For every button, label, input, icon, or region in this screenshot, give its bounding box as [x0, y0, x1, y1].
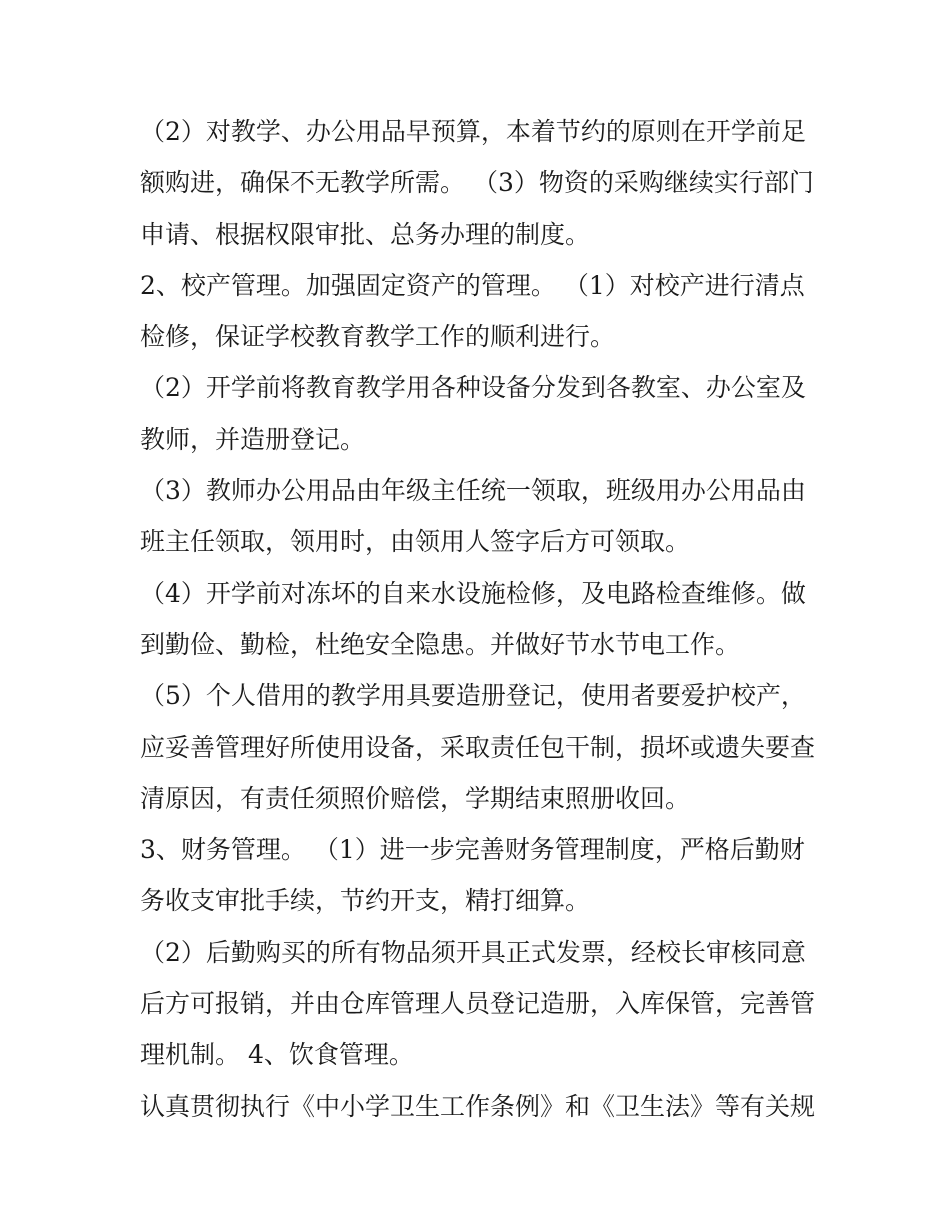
text-line: 认真贯彻执行《中小学卫生工作条例》和《卫生法》等有关规: [140, 1091, 816, 1121]
text-line: 清原因，有责任须照价赔偿，学期结束照册收回。: [140, 783, 691, 813]
text-line: 应妥善管理好所使用设备，采取责任包干制，损坏或遗失要查: [140, 732, 816, 762]
document-body: [140, 106, 830, 1132]
text-line: 3、财务管理。 （1）进一步完善财务管理制度，严格后勤财: [140, 835, 805, 865]
text-line: 理机制。 4、饮食管理。: [140, 1040, 414, 1070]
text-line: （3）教师办公用品由年级主任统一领取，班级用办公用品由: [140, 476, 806, 506]
text-line: （4）开学前对冻坏的自来水设施检修，及电路检查维修。做: [140, 578, 806, 608]
text-line: （2）开学前将教育教学用各种设备分发到各教室、办公室及: [140, 373, 806, 403]
text-line: 检修，保证学校教育教学工作的顺利进行。: [140, 322, 616, 352]
text-line: （2）后勤购买的所有物品须开具正式发票，经校长审核同意: [140, 937, 806, 967]
text-line: 申请、根据权限审批、总务办理的制度。: [140, 219, 591, 249]
text-line: （5）个人借用的教学用具要造册登记，使用者要爱护校产，: [140, 681, 806, 711]
text-line: 教师，并造册登记。: [140, 424, 366, 454]
text-line: （2）对教学、办公用品早预算，本着节约的原则在开学前足: [140, 117, 806, 146]
text-line: 额购进，确保不无教学所需。 （3）物资的采购继续实行部门: [140, 168, 814, 198]
text-line: 班主任领取，领用时，由领用人签字后方可领取。: [140, 527, 691, 557]
text-line: 2、校产管理。加强固定资产的管理。 （1）对校产进行清点: [140, 270, 805, 300]
text-line: 后方可报销，并由仓库管理人员登记造册，入库保管，完善管: [140, 989, 816, 1019]
text-line: 务收支审批手续，节约开支，精打细算。: [140, 886, 591, 916]
text-line: 到勤俭、勤检，杜绝安全隐患。并做好节水节电工作。: [140, 629, 741, 659]
